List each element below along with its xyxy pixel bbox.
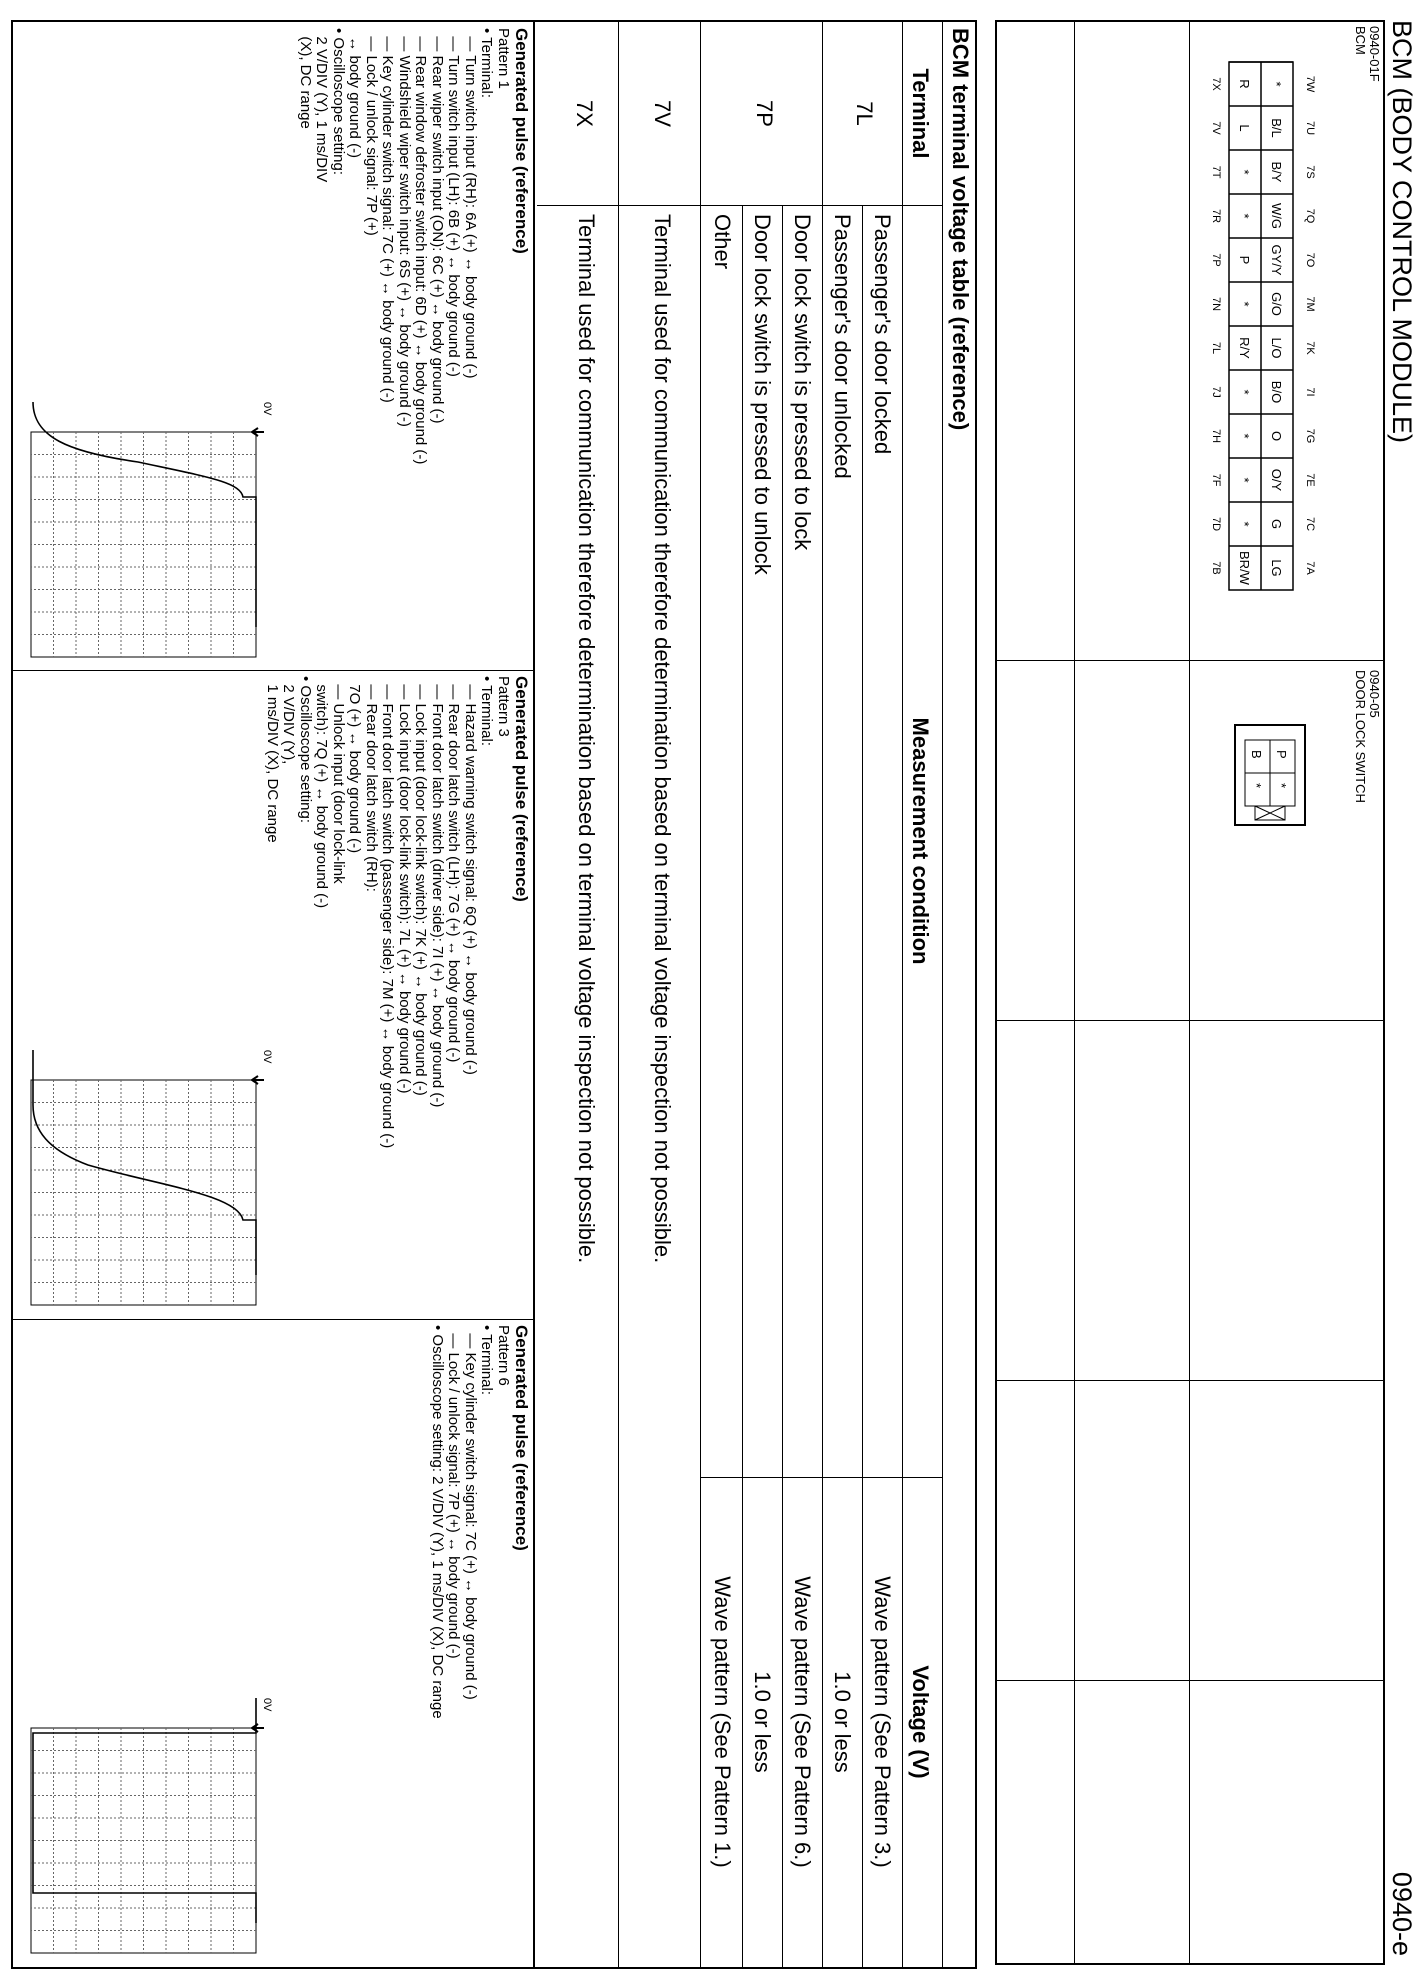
bcm-pin-label-top: 7S <box>1304 165 1316 179</box>
bcm-pin-label-bottom: 7T <box>1210 165 1222 179</box>
bcm-pin-bottom: * <box>1237 433 1252 439</box>
pulse-pattern-1 <box>297 28 532 664</box>
bcm-pin-label-bottom: 7X <box>1210 77 1222 91</box>
pulse-3-text: • Terminal: — Hazard warning switch signal: 6Q (+) ↔ body ground (-) — Rear door latch switch (LH): 7G (+) ↔ body ground (-) — Front door latch switch (driver side): 7I (+) ↔ body ground (-) — Lock input (door lock-link switch): 7K (+) ↔ body ground (-) — Lock input (door lock-link switch): 7L (+) ↔ body ground (-) — Front door latch switch (passenger side): 7M (+) ↔ body ground (-) — Rear door latch switch (RH): 7O (+) ↔ body ground (-) — Unlock input (door lock-link switch): 7Q (+) ↔ body ground (-) • Oscilloscope setting: 2 V/DIV (Y), 1 ms/DIV (X), DC range <box>264 676 496 1149</box>
bcm-pin-label-bottom: 7R <box>1210 208 1222 224</box>
bcm-pin-bottom: * <box>1237 389 1252 395</box>
bcm-pin-label-bottom: 7V <box>1210 121 1222 135</box>
bcm-pin-top: W/G <box>1269 203 1284 229</box>
door-lock-switch-name: DOOR LOCK SWITCH <box>1353 670 1368 803</box>
pulse-1-text: • Terminal: — Turn switch input (RH): 6A (+) ↔ body ground (-) — Turn switch input (LH): 6B (+) ↔ body ground (-) — Rear wiper switch input (ON): 6C (+) ↔ body ground (-) — Rear window defroster switch input: 6D (+) ↔ body ground (-) — Windshield wiper switch input: 6S (+) ↔ body ground (-) — Key cylinder switch signal: 7C (+) ↔ body ground (-) — Lock / unlock signal: 7P (+) ↔ body ground (-) • Oscilloscope setting: 2 V/DIV (Y), 1 ms/DIV (X), DC range <box>297 28 496 465</box>
condition-row-5: Other <box>710 214 735 270</box>
bcm-pin-label-top: 7G <box>1304 428 1316 444</box>
bcm-pin-top: B/L <box>1269 118 1284 138</box>
dls-pin-4: * <box>1249 783 1264 789</box>
pulse-pattern-3 <box>264 676 532 1312</box>
pulse-1-zero-label: 0V <box>261 402 273 416</box>
pulse-6-text: • Terminal: — Key cylinder switch signal: 7C (+) ↔ body ground (-) — Lock / unlock signal: 7P (+) ↔ body ground (-) • Oscilloscope setting: 2 V/DIV (Y), 1 ms/DIV (X), DC range <box>429 1325 496 1719</box>
bcm-pin-top: B/Y <box>1269 161 1284 183</box>
bcm-pin-label-top: 7K <box>1304 341 1316 355</box>
voltage-row-4: 1.0 or less <box>750 1671 775 1773</box>
pulse-1-pattern: Pattern 1 <box>495 28 512 89</box>
pulse-6-zero-label: 0V <box>261 1698 273 1712</box>
bcm-pin-label-bottom: 7L <box>1210 341 1222 355</box>
bcm-pin-top: LG <box>1269 559 1284 577</box>
dls-pin-2: * <box>1274 783 1289 789</box>
bcm-pin-label-bottom: 7H <box>1210 428 1222 444</box>
bcm-pin-bottom: * <box>1237 213 1252 219</box>
voltage-row-1: Wave pattern (See Pattern 3.) <box>870 1576 895 1868</box>
terminal-7V: 7V <box>650 100 675 127</box>
col-terminal: Terminal <box>908 68 933 159</box>
bcm-connector-code: 0940-01F <box>1367 26 1382 82</box>
condition-row-6: Terminal used for communication therefore determination based on terminal voltage inspection not possible. <box>650 214 675 1264</box>
bcm-pin-bottom: * <box>1237 477 1252 483</box>
condition-row-1: Passenger's door locked <box>870 214 895 455</box>
bcm-pin-label-top: 7W <box>1304 75 1316 93</box>
bcm-pin-top: G/O <box>1269 292 1284 316</box>
pulse-pattern-6 <box>429 1325 532 1965</box>
bcm-pin-label-bottom: 7B <box>1210 561 1222 575</box>
bcm-pin-label-bottom: 7J <box>1210 386 1222 398</box>
col-voltage: Voltage (V) <box>908 1665 933 1779</box>
voltage-row-3: Wave pattern (See Pattern 6.) <box>790 1576 815 1868</box>
bcm-pin-label-bottom: 7F <box>1210 473 1222 487</box>
condition-row-7: Terminal used for communication therefore determination based on terminal voltage inspection not possible. <box>574 214 599 1264</box>
page-title: BCM (BODY CONTROL MODULE) <box>1387 20 1417 444</box>
connector-table <box>995 20 1385 1965</box>
condition-row-2: Passenger's door unlocked <box>830 214 855 479</box>
pulse-3-waveform <box>33 1050 256 1275</box>
bcm-pin-bottom: R/Y <box>1237 337 1252 359</box>
voltage-row-5: Wave pattern (See Pattern 1.) <box>710 1576 735 1868</box>
bcm-pin-label-top: 7U <box>1304 120 1316 136</box>
door-lock-switch-diagram <box>1225 720 1315 830</box>
pulse-6-title: Generated pulse (reference) <box>512 1325 531 1551</box>
bcm-pin-label-top: 7C <box>1304 516 1316 532</box>
voltage-table <box>533 20 977 1969</box>
bcm-pin-top: G <box>1269 518 1284 530</box>
pulse-section <box>11 20 535 1969</box>
bcm-pin-label-bottom: 7P <box>1210 253 1222 267</box>
pulse-3-title: Generated pulse (reference) <box>512 676 531 902</box>
bcm-pin-bottom: * <box>1237 169 1252 175</box>
pulse-1-scope <box>18 402 278 667</box>
pulse-3-pattern: Pattern 3 <box>495 676 512 737</box>
bcm-pin-bottom: L <box>1237 124 1252 132</box>
voltage-row-2: 1.0 or less <box>830 1671 855 1773</box>
terminal-7P: 7P <box>752 100 777 127</box>
voltage-table-title: BCM terminal voltage table (reference) <box>948 28 973 431</box>
page-number: 0940-e <box>1387 1871 1417 1956</box>
condition-row-4: Door lock switch is pressed to unlock <box>750 214 775 575</box>
col-condition: Measurement condition <box>908 717 933 965</box>
bcm-pin-bottom: * <box>1237 301 1252 307</box>
bcm-pin-label-top: 7O <box>1304 252 1316 268</box>
bcm-pin-label-bottom: 7N <box>1210 296 1222 312</box>
terminal-7X: 7X <box>572 100 597 127</box>
bcm-pin-top: * <box>1269 81 1284 87</box>
pulse-3-scope <box>18 1050 278 1315</box>
bcm-pin-top: O/Y <box>1269 468 1284 492</box>
pulse-6-pattern: Pattern 6 <box>495 1325 512 1386</box>
door-lock-switch-code: 0940-05 <box>1367 670 1382 718</box>
bcm-pin-top: L/O <box>1269 337 1284 359</box>
bcm-pin-label-top: 7I <box>1304 387 1316 397</box>
dls-pin-3: B <box>1249 750 1264 759</box>
pulse-3-zero-label: 0V <box>261 1050 273 1064</box>
bcm-connector-diagram <box>1201 34 1351 634</box>
bcm-pin-bottom: BR/W <box>1237 551 1252 585</box>
pulse-1-waveform <box>33 402 256 627</box>
bcm-pin-bottom: R <box>1237 79 1252 89</box>
condition-row-3: Door lock switch is pressed to lock <box>790 214 815 551</box>
bcm-pin-top: O <box>1269 430 1284 442</box>
bcm-connector-name: BCM <box>1353 26 1368 55</box>
bcm-pin-label-bottom: 7D <box>1210 516 1222 532</box>
pulse-6-scope <box>18 1698 278 1963</box>
pulse-1-title: Generated pulse (reference) <box>512 28 531 254</box>
bcm-pin-top: GY/Y <box>1269 244 1284 276</box>
bcm-pin-label-top: 7M <box>1304 296 1316 312</box>
dls-pin-1: P <box>1274 750 1289 759</box>
bcm-pin-label-top: 7Q <box>1304 208 1316 224</box>
pulse-6-waveform <box>33 1698 256 1923</box>
terminal-7L: 7L <box>852 101 877 126</box>
bcm-pin-bottom: P <box>1237 255 1252 265</box>
bcm-pin-label-top: 7A <box>1304 561 1316 575</box>
bcm-pin-label-top: 7E <box>1304 473 1316 487</box>
bcm-pin-top: B/O <box>1269 380 1284 404</box>
bcm-pin-bottom: * <box>1237 521 1252 527</box>
